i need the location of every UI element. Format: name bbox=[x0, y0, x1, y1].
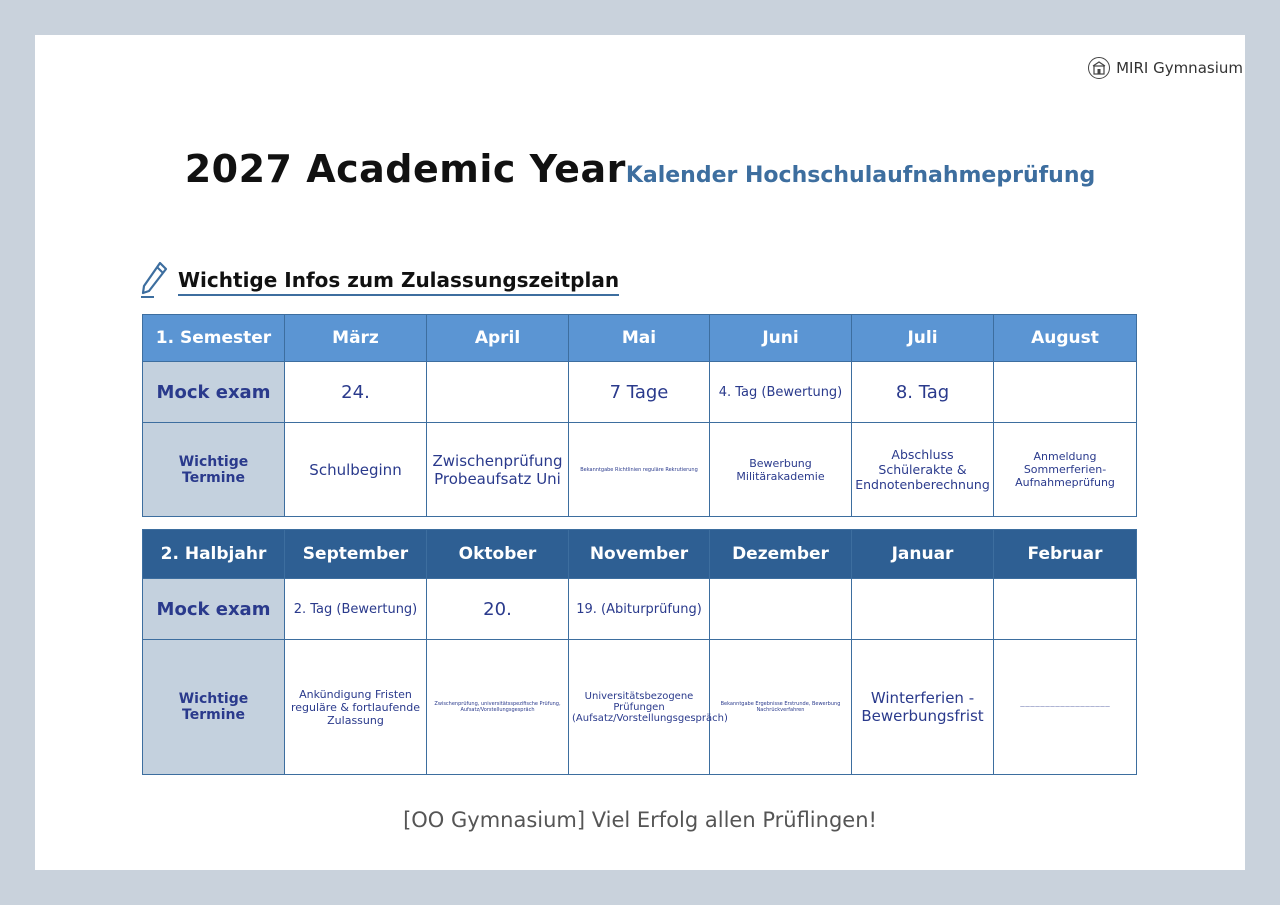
table-cell: Schulbeginn bbox=[285, 423, 427, 517]
table-cell bbox=[710, 579, 852, 640]
table-cell bbox=[427, 362, 569, 423]
semester-1-table bbox=[142, 314, 1137, 517]
row-label-mock-exam: Mock exam bbox=[143, 362, 285, 423]
table-cell: Abschluss Schülerakte & Endnotenberechnung bbox=[852, 423, 994, 517]
pencil-icon bbox=[140, 261, 168, 303]
section-label: Wichtige Infos zum Zulassungszeitplan bbox=[178, 268, 619, 296]
footer-message: [OO Gymnasium] Viel Erfolg allen Prüflingen! bbox=[403, 808, 877, 832]
mock-exam-row bbox=[143, 362, 1137, 423]
semester-2-table bbox=[142, 529, 1137, 775]
semester-header: 2. Halbjahr bbox=[143, 530, 285, 579]
semester-header: 1. Semester bbox=[143, 315, 285, 362]
calendar-sheet bbox=[35, 35, 1245, 870]
month-header: Dezember bbox=[710, 530, 852, 579]
brand bbox=[1088, 57, 1243, 79]
school-logo-icon bbox=[1088, 57, 1110, 79]
table-cell: Winterferien -Bewerbungsfrist bbox=[852, 640, 994, 775]
table-cell: Zwischenprüfung Probeaufsatz Uni bbox=[427, 423, 569, 517]
table-cell: 2. Tag (Bewertung) bbox=[285, 579, 427, 640]
section-heading bbox=[140, 261, 619, 303]
events-row bbox=[143, 640, 1137, 775]
table-cell: 4. Tag (Bewertung) bbox=[710, 362, 852, 423]
title-sub: Kalender Hochschulaufnahmeprüfung bbox=[625, 163, 1096, 188]
page-title bbox=[35, 147, 1245, 191]
row-label-events: Wichtige Termine bbox=[143, 640, 285, 775]
table-cell: 20. bbox=[427, 579, 569, 640]
month-header: Februar bbox=[994, 530, 1137, 579]
month-header: April bbox=[427, 315, 569, 362]
month-header: Juni bbox=[710, 315, 852, 362]
table-cell bbox=[994, 362, 1137, 423]
mock-exam-row bbox=[143, 579, 1137, 640]
table-cell: 24. bbox=[285, 362, 427, 423]
month-header: September bbox=[285, 530, 427, 579]
events-row bbox=[143, 423, 1137, 517]
table-cell: Ankündigung Fristen reguläre & fortlaufende Zulassung bbox=[285, 640, 427, 775]
month-header: Mai bbox=[569, 315, 710, 362]
table-cell: Bekanntgabe Richtlinien reguläre Rekrutierung bbox=[569, 423, 710, 517]
row-label-mock-exam: Mock exam bbox=[143, 579, 285, 640]
month-header: März bbox=[285, 315, 427, 362]
table-cell: 19. (Abiturprüfung) bbox=[569, 579, 710, 640]
brand-name: MIRI Gymnasium bbox=[1116, 59, 1243, 77]
table-cell bbox=[852, 579, 994, 640]
month-header: November bbox=[569, 530, 710, 579]
table-cell: Universitätsbezogene Prüfungen (Aufsatz/Vorstellungsgespräch) bbox=[569, 640, 710, 775]
month-header: Juli bbox=[852, 315, 994, 362]
table-cell: Bekanntgabe Ergebnisse Erstrunde, Bewerbung Nachrückverfahren bbox=[710, 640, 852, 775]
row-label-events: Wichtige Termine bbox=[143, 423, 285, 517]
table-cell: —————————————————— bbox=[994, 640, 1137, 775]
title-main: 2027 Academic Year bbox=[184, 147, 626, 191]
month-header: Januar bbox=[852, 530, 994, 579]
table-cell: Zwischenprüfung, universitätsspezifische Prüfung, Aufsatz/Vorstellungsgespräch bbox=[427, 640, 569, 775]
table-cell: Bewerbung Militärakademie bbox=[710, 423, 852, 517]
month-header: August bbox=[994, 315, 1137, 362]
table-cell bbox=[994, 579, 1137, 640]
table-cell: 8. Tag bbox=[852, 362, 994, 423]
table-header-row bbox=[143, 315, 1137, 362]
month-header: Oktober bbox=[427, 530, 569, 579]
table-header-row bbox=[143, 530, 1137, 579]
table-cell: Anmeldung Sommerferien-Aufnahmeprüfung bbox=[994, 423, 1137, 517]
table-cell: 7 Tage bbox=[569, 362, 710, 423]
